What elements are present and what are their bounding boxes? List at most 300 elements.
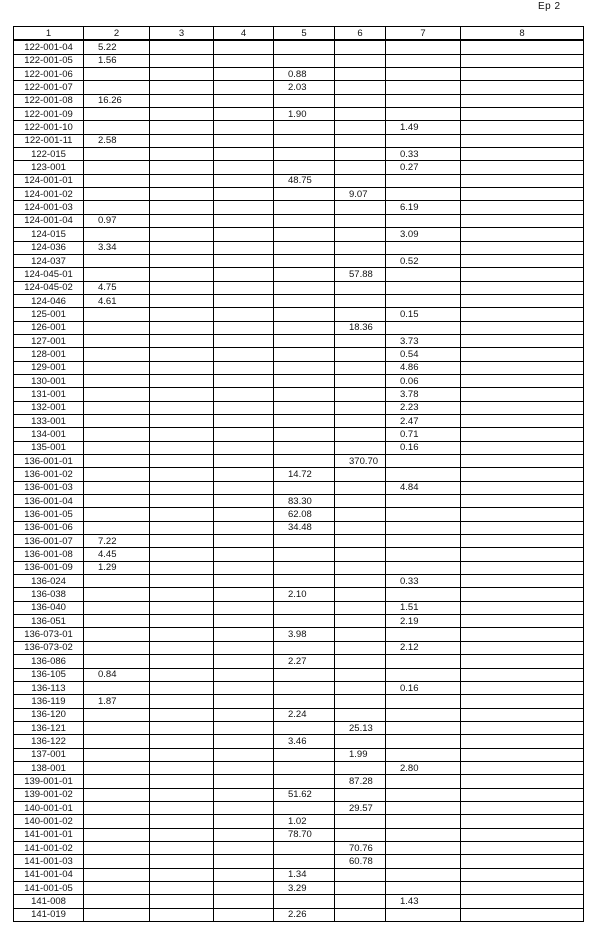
value-cell	[214, 40, 274, 54]
table-row	[14, 521, 584, 534]
value-cell	[461, 134, 584, 147]
value-cell: 83.30	[274, 495, 335, 508]
value-cell	[335, 761, 386, 774]
table-row	[14, 81, 584, 94]
table-row	[14, 588, 584, 601]
value-cell	[214, 588, 274, 601]
table-row	[14, 775, 584, 788]
table-row	[14, 374, 584, 387]
value-cell	[335, 228, 386, 241]
table-row	[14, 748, 584, 761]
value-cell	[335, 414, 386, 427]
value-cell	[274, 721, 335, 734]
value-cell: 2.10	[274, 588, 335, 601]
value-cell	[214, 895, 274, 908]
value-cell	[386, 855, 461, 868]
value-cell: 78.70	[274, 828, 335, 841]
value-cell	[150, 134, 214, 147]
value-cell: 2.80	[386, 761, 461, 774]
value-cell	[150, 148, 214, 161]
value-cell	[214, 655, 274, 668]
value-cell	[461, 214, 584, 227]
value-cell	[461, 708, 584, 721]
value-cell	[84, 708, 150, 721]
row-code-cell: 136-001-05	[14, 508, 84, 521]
row-code-cell: 136-038	[14, 588, 84, 601]
table-row	[14, 481, 584, 494]
value-cell	[461, 121, 584, 134]
value-cell	[274, 855, 335, 868]
value-cell	[335, 575, 386, 588]
value-cell	[84, 681, 150, 694]
row-code-cell: 124-037	[14, 254, 84, 267]
table-row	[14, 828, 584, 841]
value-cell	[461, 308, 584, 321]
value-cell	[335, 428, 386, 441]
value-cell	[150, 361, 214, 374]
row-code-cell: 124-045-02	[14, 281, 84, 294]
value-cell	[386, 828, 461, 841]
table-row	[14, 388, 584, 401]
value-cell: 1.51	[386, 601, 461, 614]
value-cell	[274, 134, 335, 147]
row-code-cell: 136-024	[14, 575, 84, 588]
table-row	[14, 695, 584, 708]
value-cell: 51.62	[274, 788, 335, 801]
value-cell	[335, 695, 386, 708]
value-cell	[84, 735, 150, 748]
value-cell	[150, 895, 214, 908]
value-cell	[386, 495, 461, 508]
value-cell	[150, 388, 214, 401]
value-cell: 1.99	[335, 748, 386, 761]
value-cell	[274, 695, 335, 708]
value-cell	[214, 855, 274, 868]
row-code-cell: 135-001	[14, 441, 84, 454]
value-cell: 1.90	[274, 108, 335, 121]
value-cell	[274, 895, 335, 908]
page-number-label: Ер 2	[538, 1, 561, 12]
value-cell	[214, 882, 274, 895]
value-cell	[461, 641, 584, 654]
value-cell	[335, 348, 386, 361]
row-code-cell: 140-001-02	[14, 815, 84, 828]
column-header-4: 4	[214, 27, 274, 41]
value-cell	[84, 641, 150, 654]
value-cell	[214, 468, 274, 481]
value-cell	[84, 441, 150, 454]
value-cell	[214, 735, 274, 748]
value-cell	[150, 201, 214, 214]
value-cell: 0.15	[386, 308, 461, 321]
row-code-cell: 140-001-01	[14, 801, 84, 814]
table-row	[14, 841, 584, 854]
value-cell	[84, 161, 150, 174]
table-row	[14, 308, 584, 321]
row-code-cell: 136-086	[14, 655, 84, 668]
row-code-cell: 136-105	[14, 668, 84, 681]
value-cell	[150, 68, 214, 81]
table-row	[14, 882, 584, 895]
value-cell	[335, 868, 386, 881]
column-header-1: 1	[14, 27, 84, 41]
value-cell	[214, 828, 274, 841]
value-cell	[274, 775, 335, 788]
value-cell	[386, 214, 461, 227]
value-cell	[150, 281, 214, 294]
row-code-cell: 133-001	[14, 414, 84, 427]
row-code-cell: 122-001-04	[14, 40, 84, 54]
row-code-cell: 122-001-06	[14, 68, 84, 81]
value-cell	[84, 81, 150, 94]
table-row	[14, 441, 584, 454]
table-row	[14, 188, 584, 201]
value-cell	[214, 308, 274, 321]
value-cell	[461, 161, 584, 174]
value-cell	[461, 748, 584, 761]
value-cell	[214, 708, 274, 721]
value-cell	[214, 775, 274, 788]
value-cell	[335, 401, 386, 414]
value-cell	[274, 535, 335, 548]
value-cell	[84, 254, 150, 267]
table-row	[14, 268, 584, 281]
table-row	[14, 761, 584, 774]
table-row	[14, 348, 584, 361]
value-cell	[274, 40, 335, 54]
row-code-cell: 136-001-09	[14, 561, 84, 574]
value-cell	[274, 761, 335, 774]
value-cell	[214, 908, 274, 921]
value-cell	[150, 161, 214, 174]
value-cell	[84, 174, 150, 187]
value-cell	[335, 361, 386, 374]
value-cell	[274, 441, 335, 454]
row-code-cell: 124-045-01	[14, 268, 84, 281]
row-code-cell: 136-122	[14, 735, 84, 748]
value-cell	[386, 668, 461, 681]
value-cell: 3.34	[84, 241, 150, 254]
value-cell	[150, 321, 214, 334]
row-code-cell: 125-001	[14, 308, 84, 321]
value-cell	[84, 588, 150, 601]
value-cell	[335, 94, 386, 107]
table-row	[14, 801, 584, 814]
table-row	[14, 134, 584, 147]
value-cell: 0.33	[386, 148, 461, 161]
table-row	[14, 68, 584, 81]
row-code-cell: 136-001-01	[14, 455, 84, 468]
column-header-8: 8	[461, 27, 584, 41]
value-cell	[274, 294, 335, 307]
value-cell	[461, 535, 584, 548]
value-cell	[84, 401, 150, 414]
value-cell	[150, 94, 214, 107]
row-code-cell: 141-001-01	[14, 828, 84, 841]
value-cell	[335, 882, 386, 895]
value-cell	[335, 468, 386, 481]
value-cell: 2.23	[386, 401, 461, 414]
table-row	[14, 455, 584, 468]
value-cell: 0.97	[84, 214, 150, 227]
value-cell: 5.22	[84, 40, 150, 54]
row-code-cell: 141-001-03	[14, 855, 84, 868]
value-cell: 3.98	[274, 628, 335, 641]
value-cell: 18.36	[335, 321, 386, 334]
value-cell: 2.58	[84, 134, 150, 147]
value-cell	[274, 601, 335, 614]
value-cell	[214, 281, 274, 294]
value-cell	[335, 908, 386, 921]
table-row	[14, 575, 584, 588]
value-cell	[150, 348, 214, 361]
row-code-cell: 137-001	[14, 748, 84, 761]
value-cell	[461, 882, 584, 895]
column-header-2: 2	[84, 27, 150, 41]
value-cell	[84, 188, 150, 201]
value-cell	[150, 428, 214, 441]
value-cell: 0.06	[386, 374, 461, 387]
value-cell	[335, 828, 386, 841]
value-cell	[461, 188, 584, 201]
value-cell: 1.29	[84, 561, 150, 574]
value-cell	[335, 441, 386, 454]
value-cell	[335, 254, 386, 267]
table-row	[14, 401, 584, 414]
value-cell	[274, 334, 335, 347]
value-cell	[150, 228, 214, 241]
value-cell	[84, 334, 150, 347]
value-cell	[335, 615, 386, 628]
row-code-cell: 124-001-04	[14, 214, 84, 227]
value-cell	[150, 735, 214, 748]
value-cell	[214, 201, 274, 214]
value-cell	[214, 174, 274, 187]
value-cell	[84, 775, 150, 788]
value-cell	[386, 841, 461, 854]
value-cell	[150, 414, 214, 427]
value-cell: 3.29	[274, 882, 335, 895]
value-cell	[150, 761, 214, 774]
value-cell	[461, 321, 584, 334]
table-row	[14, 228, 584, 241]
value-cell	[274, 615, 335, 628]
value-cell	[386, 788, 461, 801]
value-cell	[461, 68, 584, 81]
value-cell	[150, 214, 214, 227]
row-code-cell: 138-001	[14, 761, 84, 774]
value-cell	[150, 908, 214, 921]
value-cell	[386, 521, 461, 534]
value-cell: 48.75	[274, 174, 335, 187]
value-cell	[274, 241, 335, 254]
value-cell	[274, 348, 335, 361]
value-cell: 0.33	[386, 575, 461, 588]
value-cell	[84, 148, 150, 161]
value-cell: 29.57	[335, 801, 386, 814]
value-cell	[150, 268, 214, 281]
value-cell	[386, 241, 461, 254]
table-row	[14, 868, 584, 881]
value-cell	[84, 748, 150, 761]
value-cell	[214, 161, 274, 174]
value-cell	[461, 788, 584, 801]
value-cell	[150, 788, 214, 801]
value-cell	[214, 868, 274, 881]
value-cell	[84, 882, 150, 895]
row-code-cell: 132-001	[14, 401, 84, 414]
value-cell	[335, 161, 386, 174]
value-cell	[214, 641, 274, 654]
table-row	[14, 815, 584, 828]
value-cell: 1.02	[274, 815, 335, 828]
row-code-cell: 123-001	[14, 161, 84, 174]
value-cell	[461, 441, 584, 454]
value-cell	[214, 441, 274, 454]
value-cell	[335, 294, 386, 307]
table-row	[14, 40, 584, 54]
value-cell	[150, 40, 214, 54]
value-cell	[84, 321, 150, 334]
value-cell: 3.09	[386, 228, 461, 241]
value-cell: 60.78	[335, 855, 386, 868]
value-cell	[214, 681, 274, 694]
row-code-cell: 122-001-05	[14, 54, 84, 67]
value-cell	[150, 441, 214, 454]
value-cell: 7.22	[84, 535, 150, 548]
value-cell	[84, 228, 150, 241]
value-cell: 4.84	[386, 481, 461, 494]
value-cell	[386, 628, 461, 641]
value-cell	[214, 414, 274, 427]
value-cell	[150, 628, 214, 641]
table-row	[14, 334, 584, 347]
value-cell	[84, 801, 150, 814]
value-cell	[461, 508, 584, 521]
value-cell	[84, 361, 150, 374]
value-cell	[274, 748, 335, 761]
value-cell: 4.45	[84, 548, 150, 561]
value-cell	[274, 54, 335, 67]
value-cell	[461, 40, 584, 54]
value-cell	[84, 481, 150, 494]
value-cell: 87.28	[335, 775, 386, 788]
value-cell: 57.88	[335, 268, 386, 281]
table-row	[14, 708, 584, 721]
value-cell	[386, 721, 461, 734]
value-cell	[150, 588, 214, 601]
value-cell	[335, 548, 386, 561]
value-cell	[214, 68, 274, 81]
value-cell	[335, 668, 386, 681]
value-cell	[214, 228, 274, 241]
value-cell: 1.49	[386, 121, 461, 134]
table-row	[14, 655, 584, 668]
value-cell	[84, 721, 150, 734]
value-cell	[214, 254, 274, 267]
value-cell	[214, 54, 274, 67]
value-cell	[461, 721, 584, 734]
column-header-5: 5	[274, 27, 335, 41]
value-cell	[274, 268, 335, 281]
value-cell: 2.27	[274, 655, 335, 668]
value-cell	[386, 735, 461, 748]
value-cell	[214, 841, 274, 854]
row-code-cell: 136-001-06	[14, 521, 84, 534]
value-cell	[214, 481, 274, 494]
value-cell	[84, 815, 150, 828]
value-cell	[335, 561, 386, 574]
value-cell	[214, 294, 274, 307]
value-cell	[150, 695, 214, 708]
value-cell: 9.07	[335, 188, 386, 201]
value-cell	[274, 308, 335, 321]
value-cell	[150, 294, 214, 307]
value-cell	[84, 495, 150, 508]
value-cell	[461, 228, 584, 241]
value-cell	[274, 428, 335, 441]
column-header-7: 7	[386, 27, 461, 41]
value-cell	[335, 788, 386, 801]
value-cell	[461, 81, 584, 94]
table-row	[14, 361, 584, 374]
value-cell: 2.12	[386, 641, 461, 654]
value-cell	[335, 334, 386, 347]
value-cell	[274, 188, 335, 201]
row-code-cell: 136-073-01	[14, 628, 84, 641]
value-cell: 14.72	[274, 468, 335, 481]
value-cell	[214, 148, 274, 161]
value-cell	[214, 521, 274, 534]
value-cell	[84, 201, 150, 214]
value-cell	[461, 455, 584, 468]
value-cell	[386, 174, 461, 187]
table-row	[14, 561, 584, 574]
value-cell: 0.16	[386, 681, 461, 694]
value-cell	[335, 281, 386, 294]
value-cell	[84, 855, 150, 868]
value-cell	[461, 628, 584, 641]
value-cell	[335, 681, 386, 694]
value-cell	[214, 334, 274, 347]
value-cell	[335, 108, 386, 121]
value-cell	[214, 721, 274, 734]
table-row	[14, 201, 584, 214]
value-cell	[214, 561, 274, 574]
table-row	[14, 321, 584, 334]
value-cell: 370.70	[335, 455, 386, 468]
value-cell	[150, 188, 214, 201]
row-code-cell: 141-019	[14, 908, 84, 921]
value-cell	[461, 668, 584, 681]
value-cell	[150, 775, 214, 788]
value-cell	[150, 481, 214, 494]
value-cell	[274, 321, 335, 334]
value-cell	[214, 108, 274, 121]
row-code-cell: 124-046	[14, 294, 84, 307]
row-code-cell: 136-120	[14, 708, 84, 721]
value-cell	[386, 708, 461, 721]
table-row	[14, 161, 584, 174]
value-cell	[214, 748, 274, 761]
row-code-cell: 141-008	[14, 895, 84, 908]
value-cell	[461, 735, 584, 748]
value-cell	[461, 815, 584, 828]
row-code-cell: 130-001	[14, 374, 84, 387]
value-cell	[84, 455, 150, 468]
value-cell	[150, 882, 214, 895]
value-cell: 4.75	[84, 281, 150, 294]
